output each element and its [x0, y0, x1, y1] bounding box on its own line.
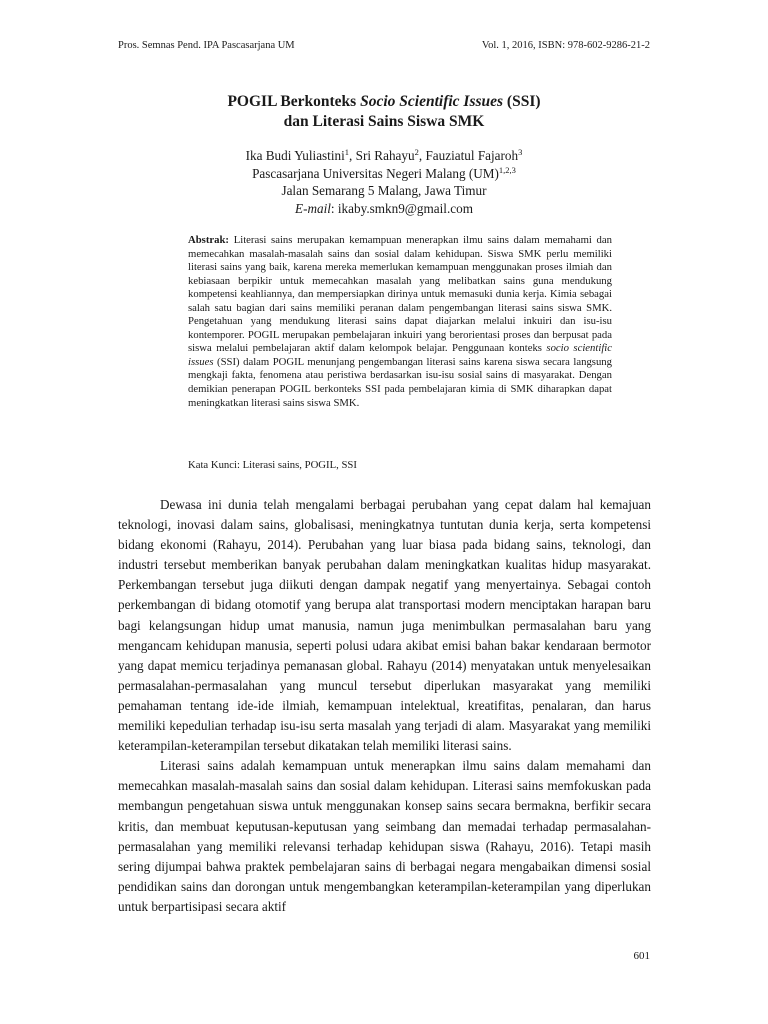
author-name: Ika Budi Yuliastini: [245, 148, 345, 163]
title-line-2: dan Literasi Sains Siswa SMK: [283, 113, 485, 130]
keywords: Kata Kunci: Literasi sains, POGIL, SSI: [188, 459, 357, 471]
author-name: Fauziatul Fajaroh: [425, 148, 519, 163]
running-header: [118, 40, 650, 54]
body-text: [118, 495, 651, 917]
author-address: Jalan Semarang 5 Malang, Jawa Timur: [281, 183, 487, 198]
author-name: Sri Rahayu: [355, 148, 415, 163]
author-block: [118, 147, 650, 217]
title-line-1: POGIL Berkonteks Socio Scientific Issues (SSI): [227, 93, 541, 110]
body-paragraph: Dewasa ini dunia telah mengalami berbagai perubahan yang cepat dalam hal kemajuan teknologi, inovasi dalam sains, globalisasi, meningkatnya tuntutan dunia kerja, serta kompetensi bidang ekonomi (Rahayu, 2014). Perubahan yang luar biasa pada bidang sains, teknologi, dan industri tersebut memberikan banyak perubahan dalam meningkatkan kualitas hidup masyarakat. Perkembangan tersebut juga diikuti dengan dampak negatif yang menyertainya. Sebagai contoh perkembangan di bidang otomotif yang berupa alat transportasi modern menciptakan harapan baru bagi kelangsungan hidup umat manusia, namun juga menimbulkan permasalahan baru yang mengancam kehidupan manusia, seperti polusi udara akibat emisi bahan bakar kendaraan bermotor yang dapat memicu terjadinya pemanasan global. Rahayu (2014) menyatakan untuk menyelesaikan permasalahan-permasalahan yang muncul tersebut diperlukan masyarakat yang memiliki pemahaman tentang ide-ide ilmiah, kemampuan intelektual, kreatifitas, penalaran, dan harus memiliki kepedulian terhadap isu-isu serta masalah yang terjadi di alam. Masyarakat yang memiliki keterampilan-keterampilan tersebut dikatakan telah memiliki literasi sains.: [118, 497, 651, 754]
header-volume-isbn: Vol. 1, 2016, ISBN: 978-602-9286-21-2: [481, 40, 650, 51]
page-number: 601: [633, 950, 650, 962]
abstract: Abstrak: Literasi sains merupakan kemampuan menerapkan ilmu sains dalam memahami dan memecahkan masalah-masalah sains dan sosial dalam kehidupan. Siswa SMK perlu memiliki literasi sains yang baik, karena mereka memerlukan kemampuan menggunakan proses ilmiah dan kebiasaan berpikir untuk memecahkan masalah yang melibatkan sains guna mendukung kompetensi keahliannya, dan mempersiapkan dirinya untuk memasuki dunia kerja. Kimia sebagai salah satu bagian dari sains memiliki peranan dalam pengembangan literasi sains siswa SMK. Pengetahuan yang mendukung literasi sains dapat diajarkan melalui inkuiri dan isu-isu kontemporer. POGIL merupakan pembelajaran inkuiri yang berorientasi proses dan berpusat pada siswa melalui pembelajaran aktif dalam kelompok belajar. Penggunaan konteks socio scientific issues (SSI) dalam POGIL menunjang pengembangan literasi sains karena siswa secara langsung mengkaji fakta, fenomena atau peristiwa berdasarkan isu-isu sosial sains di masyarakat. Dengan demikian penerapan POGIL berkonteks SSI pada pembelajaran kimia di SMK diharapkan dapat meningkatkan literasi sains siswa SMK.: [188, 234, 613, 409]
header-proceedings-name: Pros. Semnas Pend. IPA Pascasarjana UM: [118, 40, 295, 51]
body-paragraph: Literasi sains adalah kemampuan untuk menerapkan ilmu sains dalam memahami dan memecahkan masalah-masalah sains dan sosial dalam kehidupan. Literasi sains memfokuskan pada membangun pengetahuan siswa untuk menggunakan konsep sains secara bermakna, berfikir secara kritis, dan membuat keputusan-keputusan yang seimbang dan memadai terhadap permasalahan-permasalahan yang memiliki relevansi terhadap kehidupan siswa (Rahayu, 2016). Tetapi masih sering dijumpai bahwa praktek pembelajaran sains di berbagai negara mengabaikan dimensi sosial pendidikan sains dan dorongan untuk mengembangkan keterampilan-keterampilan yang diperlukan untuk berpartisipasi secara aktif: [118, 758, 651, 914]
paper-title: [118, 92, 650, 132]
author-affiliation: Pascasarjana Universitas Negeri Malang (UM)$^{1,2,3}$: [252, 164, 516, 181]
abstract-label: Abstrak:: [188, 234, 229, 246]
author-names: Ika Budi Yuliastini$^1$, Sri Rahayu$^2$, Fauziatul Fajaroh$^3$: [245, 147, 523, 163]
author-email: E-mail: ikaby.smkn9@gmail.com: [295, 200, 473, 216]
